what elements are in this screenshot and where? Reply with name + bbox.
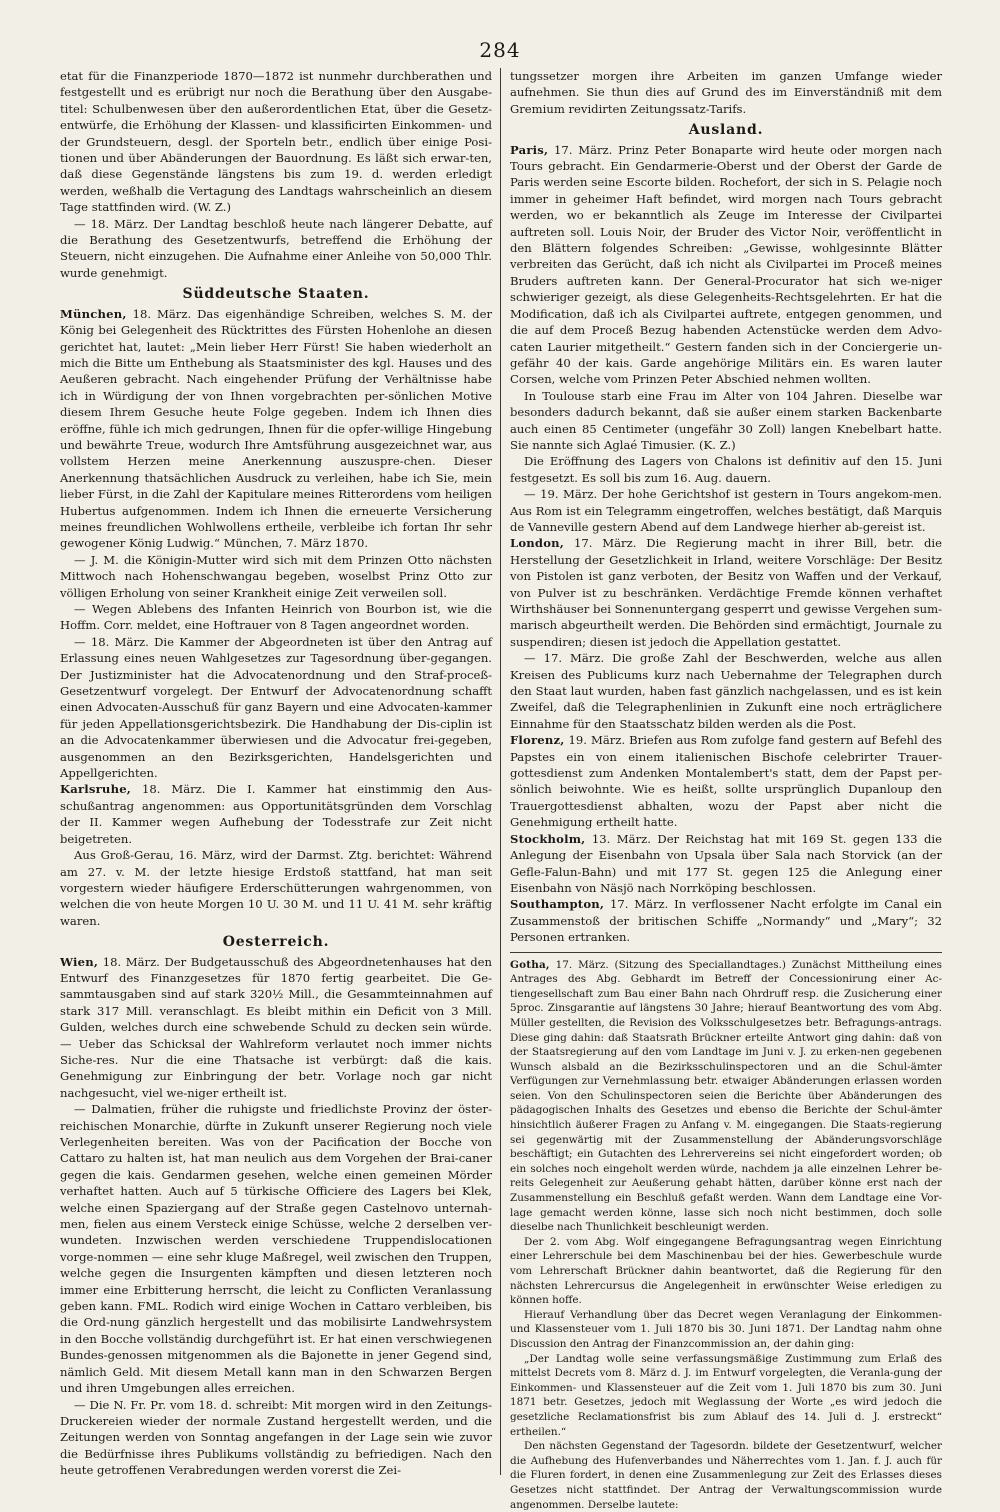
article-text: 18. März. Die I. Kammer hat einstimmig den Aus-schußantrag angenommen: aus Opportunitätsgründen dem Vorschlag der II. Kammer wegen Aufhebung der Todesstrafe zur Zeit nicht beigetreten. [60,782,492,846]
dateline-place: Stockholm, [510,831,586,846]
section-heading-oesterreich: Oesterreich. [222,934,330,951]
article-text: 19. März. Briefen aus Rom zufolge fand gestern auf Befehl des Papstes ein von einem italienischen Bischofe celebrirter Trauer-gottesdienst zum Andenken Montalembert's statt, dem der Papst per-sönlich beiwohnte. Wie es heißt, sollte ursprünglich Dupanloup den Trauergottesdienst abhalten, wozu der Papst aber nicht die Genehmigung ertheilt hatte. [510,733,942,830]
article-karlsruhe [60,781,492,847]
article-text: 18. März. Das eigenhändige Schreiben, welches S. M. der König bei Gelegenheit des Rücktrittes des Fürsten Hohenlohe an diesen gerichtet hat, lautet: „Mein lieber Herr Fürst! Sie haben wiederholt an mich die Bitte um Enthebung als Staatsminister des kgl. Hauses und des Aeußeren gebracht. Nach eingehender Prüfung der Verhältnisse habe ich in Würdigung der von Ihnen vorgebrachten per-sönlichen Motive diesem Ihrem Gesuche heute Folge gegeben. Indem ich Ihnen dies eröffne, fühle ich mich gedrungen, Ihnen für die opfer-willige Hingebung und bewährte Treue, wodurch Ihre Amtsführung ausgezeichnet war, aus vollstem Herzen meine Anerkennung auszuspre-chen. Dieser Anerkennung thatsächlichen Ausdruck zu verleihen, habe ich Sie, mein lieber Fürst, in die Zahl der Kapitulare meines Ritterordens vom heiligen Hubertus aufgenommen. Indem ich Ihnen die erneuerte Versicherung meines freundlichen Wohlwollens ertheile, verbleibe ich fortan Ihr sehr gewogener König Ludwig.“ München, 7. März 1870. [60,306,492,551]
article-paragraph: — 18. März. Die Kammer der Abgeordneten ist über den Antrag auf Erlassung eines neuen Wahlgesetzes zur Tagesordnung über-gegangen. Der Justizminister hat die Advocatenordnung und den Straf-proceß-Gesetzentwurf vorgelegt. Der Entwurf der Advocatenordnung schafft einen Advocaten-Ausschuß für ganz Bayern und eine Advocaten-kammer für jeden Appellationsgerichtsbezirk. Die Handhabung der Dis-ciplin ist an die Advocatenkammer überwiesen und die Advocatur frei-gegeben, ausgenommen an den Bezirksgerichten, Handelsgerichten und Appellgerichten. [60,634,492,781]
dateline-place: Karlsruhe, [60,782,132,797]
article-paragraph: — 17. März. Die große Zahl der Beschwerden, welche aus allen Kreisen des Publicums kurz nach Uebernahme der Telegraphen durch den Staat laut wurden, haben fast gänzlich nachgelassen, und es ist kein Zweifel, daß die Telegraphenlinien in Zukunft eine noch erträglichere Einnahme für den Staatsschatz bilden werden als die Post. [510,651,942,731]
article-text: 17. März. In verflossener Nacht erfolgte im Canal ein Zusammenstoß der britischen Schiffe „Normandy“ und „Mary“; 32 Personen ertranken. [510,897,942,945]
article-paragraph: Hierauf Verhandlung über das Decret wegen Veranlagung der Einkommen- und Klassensteuer vom 1. Juli 1870 bis 30. Juni 1871. Der Landtag nahm ohne Discussion den Antrag der Finanzcommission an, der dahin ging: [510,1308,942,1350]
right-column [510,68,943,1511]
column-divider [500,68,501,1475]
article-gotha [510,958,942,1235]
article-paragraph: „Der Landtag wolle seine verfassungsmäßige Zustimmung zum Erlaß des mittelst Decrets vom 8. März d. J. im Entwurf vorgelegten, die Veranla-gung der Einkommen- und Klassensteuer auf die Zeit vom 1. Juli 1870 bis zum 30. Juni 1871 betr. Gesetzes, jedoch mit Weglassung der Worte „es wird jedoch die gesetzliche Reclamationsfrist bis zum Ablauf des 14. Juli d. J. erstreckt“ ertheilen.“ [510,1352,942,1438]
article-gotha-block [510,952,942,1512]
article-text: 18. März. Der Budgetausschuß des Abgeordnetenhauses hat den Entwurf des Finanzgesetzes für 1870 fertig gearbeitet. Die Ge-sammtausgaben sind auf stark 320½ Mill., die Gesammteinnahmen auf stark 317 Mill. veranschlagt. Es bleibt mithin ein Deficit von 3 Mill. Gulden, welches durch eine schwebende Schuld zu decken sein würde. — Ueber das Schicksal der Wahlreform verlautet noch immer nichts Siche-res. Nur die eine Thatsache ist verbürgt: daß die kais. Genehmigung zur Einbringung der betr. Vorlage noch gar nicht nachgesucht, viel we-niger ertheilt ist. [60,954,492,1100]
article-paragraph: Den nächsten Gegenstand der Tagesordn. bildete der Gesetzentwurf, welcher die Aufhebung des Hufenverbandes und Näherrechtes vom 1. Jan. f. J. auch für die Fluren fordert, in denen eine Zusammenlegung zur Zeit des Erlasses dieses Gesetzes nicht stattfindet. Der Antrag der Verwaltungscommission wurde angenommen. Derselbe lautete: [510,1440,942,1511]
article-paragraph: Aus Groß-Gerau, 16. März, wird der Darmst. Ztg. berichtet: Während am 27. v. M. der letzte hiesige Erdstoß stattfand, hat man seit vorgestern wieder häufigere Erderschütterungen wahrgenommen, von welchen die von heute Morgen 10 U. 30 M. und 11 U. 41 M. sehr kräftig waren. [60,848,492,928]
dateline-place: Paris, [510,142,549,157]
left-column [60,68,492,1479]
dateline-place: München, [60,306,127,321]
article-text: 17. März. Die Regierung macht in ihrer Bill, betr. die Herstellung der Gesetzlichkeit in Irland, weitere Vorschläge: Der Besitz von Pistolen ist ganz verboten, der Besitz von Waffen und der Verkauf, von Pulver ist zu beschränken. Verdächtige Fremde können verhaftet Wirthshäuser bei Sonnenuntergang gesperrt und gewisse Vergehen sum-marisch abgeurtheilt werden. Die Behörden sind ermächtigt, Journale zu suspendiren; diesen ist jedoch die Appellation gestattet. [510,536,942,649]
article-paragraph: Die Eröffnung des Lagers von Chalons ist definitiv auf den 15. Juni festgesetzt. Es soll bis zum 16. Aug. dauern. [510,454,942,485]
article-florenz [510,732,942,830]
article-paragraph: Der 2. vom Abg. Wolf eingegangene Befragungsantrag wegen Einrichtung einer Lehrerschule bei dem Maschinenbau bei der hies. Gewerbeschule wurde vom Lehrerschaft Brückner dahin beantwortet, daß die Regierung für den nächsten Lehrercursus die Angelegenheit in erwünschter Weise erledigen zu können hoffe. [510,1235,942,1307]
dateline-place: Wien, [60,954,99,969]
dateline-place: Southampton, [510,897,605,912]
article-text: 13. März. Der Reichstag hat mit 169 St. gegen 133 die Anlegung der Eisenbahn von Upsala über Sala nach Storvick (an der Gefle-Falun-Bahn) und mit 177 St. gegen 125 die Anlegung einer Eisenbahn von Näsjö nach Norrköping beschlossen. [510,831,942,895]
section-heading-sueddeutsche-staaten: Süddeutsche Staaten. [182,286,370,303]
article-wien [60,954,492,1102]
article-paragraph: — J. M. die Königin-Mutter wird sich mit dem Prinzen Otto nächsten Mittwoch nach Hohenschwangau begeben, woselbst Prinz Otto zur völligen Erholung von seiner Krankheit einige Zeit verweilen soll. [60,552,492,600]
dateline-place: London, [510,536,565,551]
article-text: 17. März. Prinz Peter Bonaparte wird heute oder morgen nach Tours gebracht. Ein Gendarmerie-Oberst und der Oberst der Garde de Paris werden seine Escorte bilden. Rochefort, der sich in S. Pelagie noch immer in geheimer Haft befindet, wird morgen nach Tours gebracht werden, wo er bekanntlich als Zeuge im Interesse der Civilpartei auftreten soll. Louis Noir, der Bruder des Victor Noir, veröffentlicht in den Blättern folgendes Schreiben: „Gewisse, wohlgesinnte Blätter verbreiten das Gerücht, daß ich nicht als Civilpartei im Proceß meines Bruders auftreten kann. Der General-Procurator hat sich we-niger schwieriger gezeigt, als diese Gelegenheits-Rechtsgelehrten. Er hat die Modification, daß ich als Civilpartei auftrete, entgegen genommen, und die auf dem Proceß Bezug habenden Actenstücke werden dem Advo-caten Laurier mitgetheilt.“ Gestern fanden sich in der Conciergerie un-gefähr 40 der kais. Garde angehörige Militärs ein. Es waren lauter Corsen, welche vom Prinzen Peter Abschied nehmen wollten. [510,142,942,387]
dateline-place: Florenz, [510,733,565,748]
article-text: 17. März. (Sitzung des Speciallandtages.) Zunächst Mittheilung eines Antrages des Abg. Gebhardt im Betreff der Concessionirung einer Ac-tiengesellschaft zum Bau einer Bahn nach Ohrdruff resp. die Zusicherung einer 5proc. Zinsgarantie auf längstens 30 Jahre; hierauf Beantwortung des vom Abg. Müller gestellten, die Revision des Volksschulgesetzes betr. Befragungs-antrags. Diese ging dahin: daß Staatsrath Brückner erteilte Antwort ging dahin: daß von der Staatsregierung auf den vom Landtage im Juni v. J. zu erken-nen gegebenen Wunsch alsbald an die Bezirksschulinspectoren und an die Schul-ämter Verfügungen zur Vernehmlassung betr. etwaiger Abänderungen erlassen worden seien. Von den Schulinspectoren seien die Berichte über Abänderungen des pädagogischen Inhalts des Gesetzes und ebenso die Berichte der Schul-ämter hinsichtlich äußerer Fragen zu Anfang v. M. eingegangen. Die Staats-regierung sei gegenwärtig mit der Zusammenstellung der Abänderungsvorschläge beschäftigt; ein Gutachten des Lehrervereins sei nicht eingefordert worden; ob ein solches noch eingeholt werden würde, nachdem ja alle einzelnen Lehrer be-reits Gelegenheit zur Aeußerung gehabt hätten, darüber könne erst nach der Zusammenstellung ein Beschluß gefaßt werden. Wann dem Landtage eine Vor-lage gemacht werden könne, lasse sich noch nicht bestimmen, doch solle dieselbe nach Thunlichkeit beschleunigt werden. [510,958,943,1234]
article-paragraph: — Wegen Ablebens des Infanten Heinrich von Bourbon ist, wie die Hoffm. Corr. meldet, eine Hoftrauer von 8 Tagen angeordnet worden. [60,602,492,633]
article-paragraph: etat für die Finanzperiode 1870—1872 ist nunmehr durchberathen und festgestellt und es erübrigt nur noch die Berathung über den Ausgabe-titel: Schulbenwesen über den außerordentlichen Etat, über die Gesetz-entwürfe, die Erhöhung der Klassen- und klassificirten Einkommen- und der Grundsteuern, desgl. der Sporteln betr., endlich über einige Posi-tionen und über Abänderungen der Bauordnung. Es läßt sich erwar-ten, daß diese Gegenstände längstens bis zum 19. d. werden erledigt werden, weßhalb die Vertagung des Landtags wahrscheinlich an diesem Tage stattfinden wird. (W. Z.) [60,69,492,215]
article-paragraph: tungssetzer morgen ihre Arbeiten im ganzen Umfange wieder aufnehmen. Sie thun dies auf Grund des im Einverständniß mit dem Gremium revidirten Zeitungssatz-Tarifs. [510,69,942,116]
dateline-place: Gotha, [510,958,550,971]
article-muenchen [60,306,492,552]
article-paris [510,142,942,388]
article-paragraph: — 18. März. Der Landtag beschloß heute nach längerer Debatte, auf die Berathung des Gesetzentwurfs, betreffend die Erhöhung der Steuern, nicht einzugehen. Die Aufnahme einer Anleihe von 50,000 Thlr. wurde genehmigt. [60,216,492,280]
article-stockholm [510,831,942,897]
article-paragraph: — Die N. Fr. Pr. vom 18. d. schreibt: Mit morgen wird in den Zeitungs-Druckereien wieder der normale Zustand hergestellt werden, und die Zeitungen werden von Sonntag angefangen in der Lage sein wie zuvor die Bedürfnisse ihres Publikums vollständig zu befriedigen. Nach den heute getroffenen Verabredungen werden vorerst die Zei- [60,1397,492,1478]
article-paragraph: — Dalmatien, früher die ruhigste und friedlichste Provinz der öster-reichischen Monarchie, dürfte in Zukunft unserer Regierung noch viele Verlegenheiten bereiten. Was von der Pacification der Bocche von Cattaro zu halten ist, hat man neulich aus dem Vorgehen der Brai-caner gegen die kais. Gendarmen gesehen, welche einen gemeinen Mörder verhaftet hatten. Auch auf 5 türkische Officiere des Lagers bei Klek, welche einen Spaziergang auf der Straße gegen Castelnovo unternah-men, fielen aus einem Versteck einige Schüsse, welche 2 derselben ver-wundeten. Inzwischen werden verschiedene Truppendislocationen vorge-nommen — eine sehr kluge Maßregel, weil zwischen den Truppen, welche gegen die Insurgenten kämpften und diesen letzteren noch immer eine Erbitterung herrscht, die leicht zu Conflicten Veranlassung geben kann. FML. Rodich wird einige Wochen in Cattaro verbleiben, bis die Ord-nung gänzlich hergestellt und das mobilisirte Landwehrsystem in den Bocche vollständig durchgeführt ist. Er hat einen verschwiegenen Bundes-genossen mitgenommen als die Bajonette in jener Gegend sind, nämlich Geld. Mit diesem Metall kann man in den Schwarzen Bergen und ihren Umgebungen alles erreichen. [60,1102,492,1396]
article-paragraph: In Toulouse starb eine Frau im Alter von 104 Jahren. Dieselbe war besonders dadurch bekannt, daß sie außer einem starken Backenbarte auch einen 85 Centimeter (ungefähr 30 Zoll) langen Knebelbart hatte. Sie nannte sich Aglaé Timusier. (K. Z.) [510,388,942,452]
section-heading-ausland: Ausland. [688,122,764,139]
article-paragraph: — 19. März. Der hohe Gerichtshof ist gestern in Tours angekom-men. Aus Rom ist ein Telegramm eingetroffen, welches bestätigt, daß Marquis de Vanneville gestern Abend auf dem Landwege hierher ab-gereist ist. [510,487,942,534]
article-southampton [510,896,942,945]
page-number: 284 [479,38,521,62]
article-london [510,535,942,650]
